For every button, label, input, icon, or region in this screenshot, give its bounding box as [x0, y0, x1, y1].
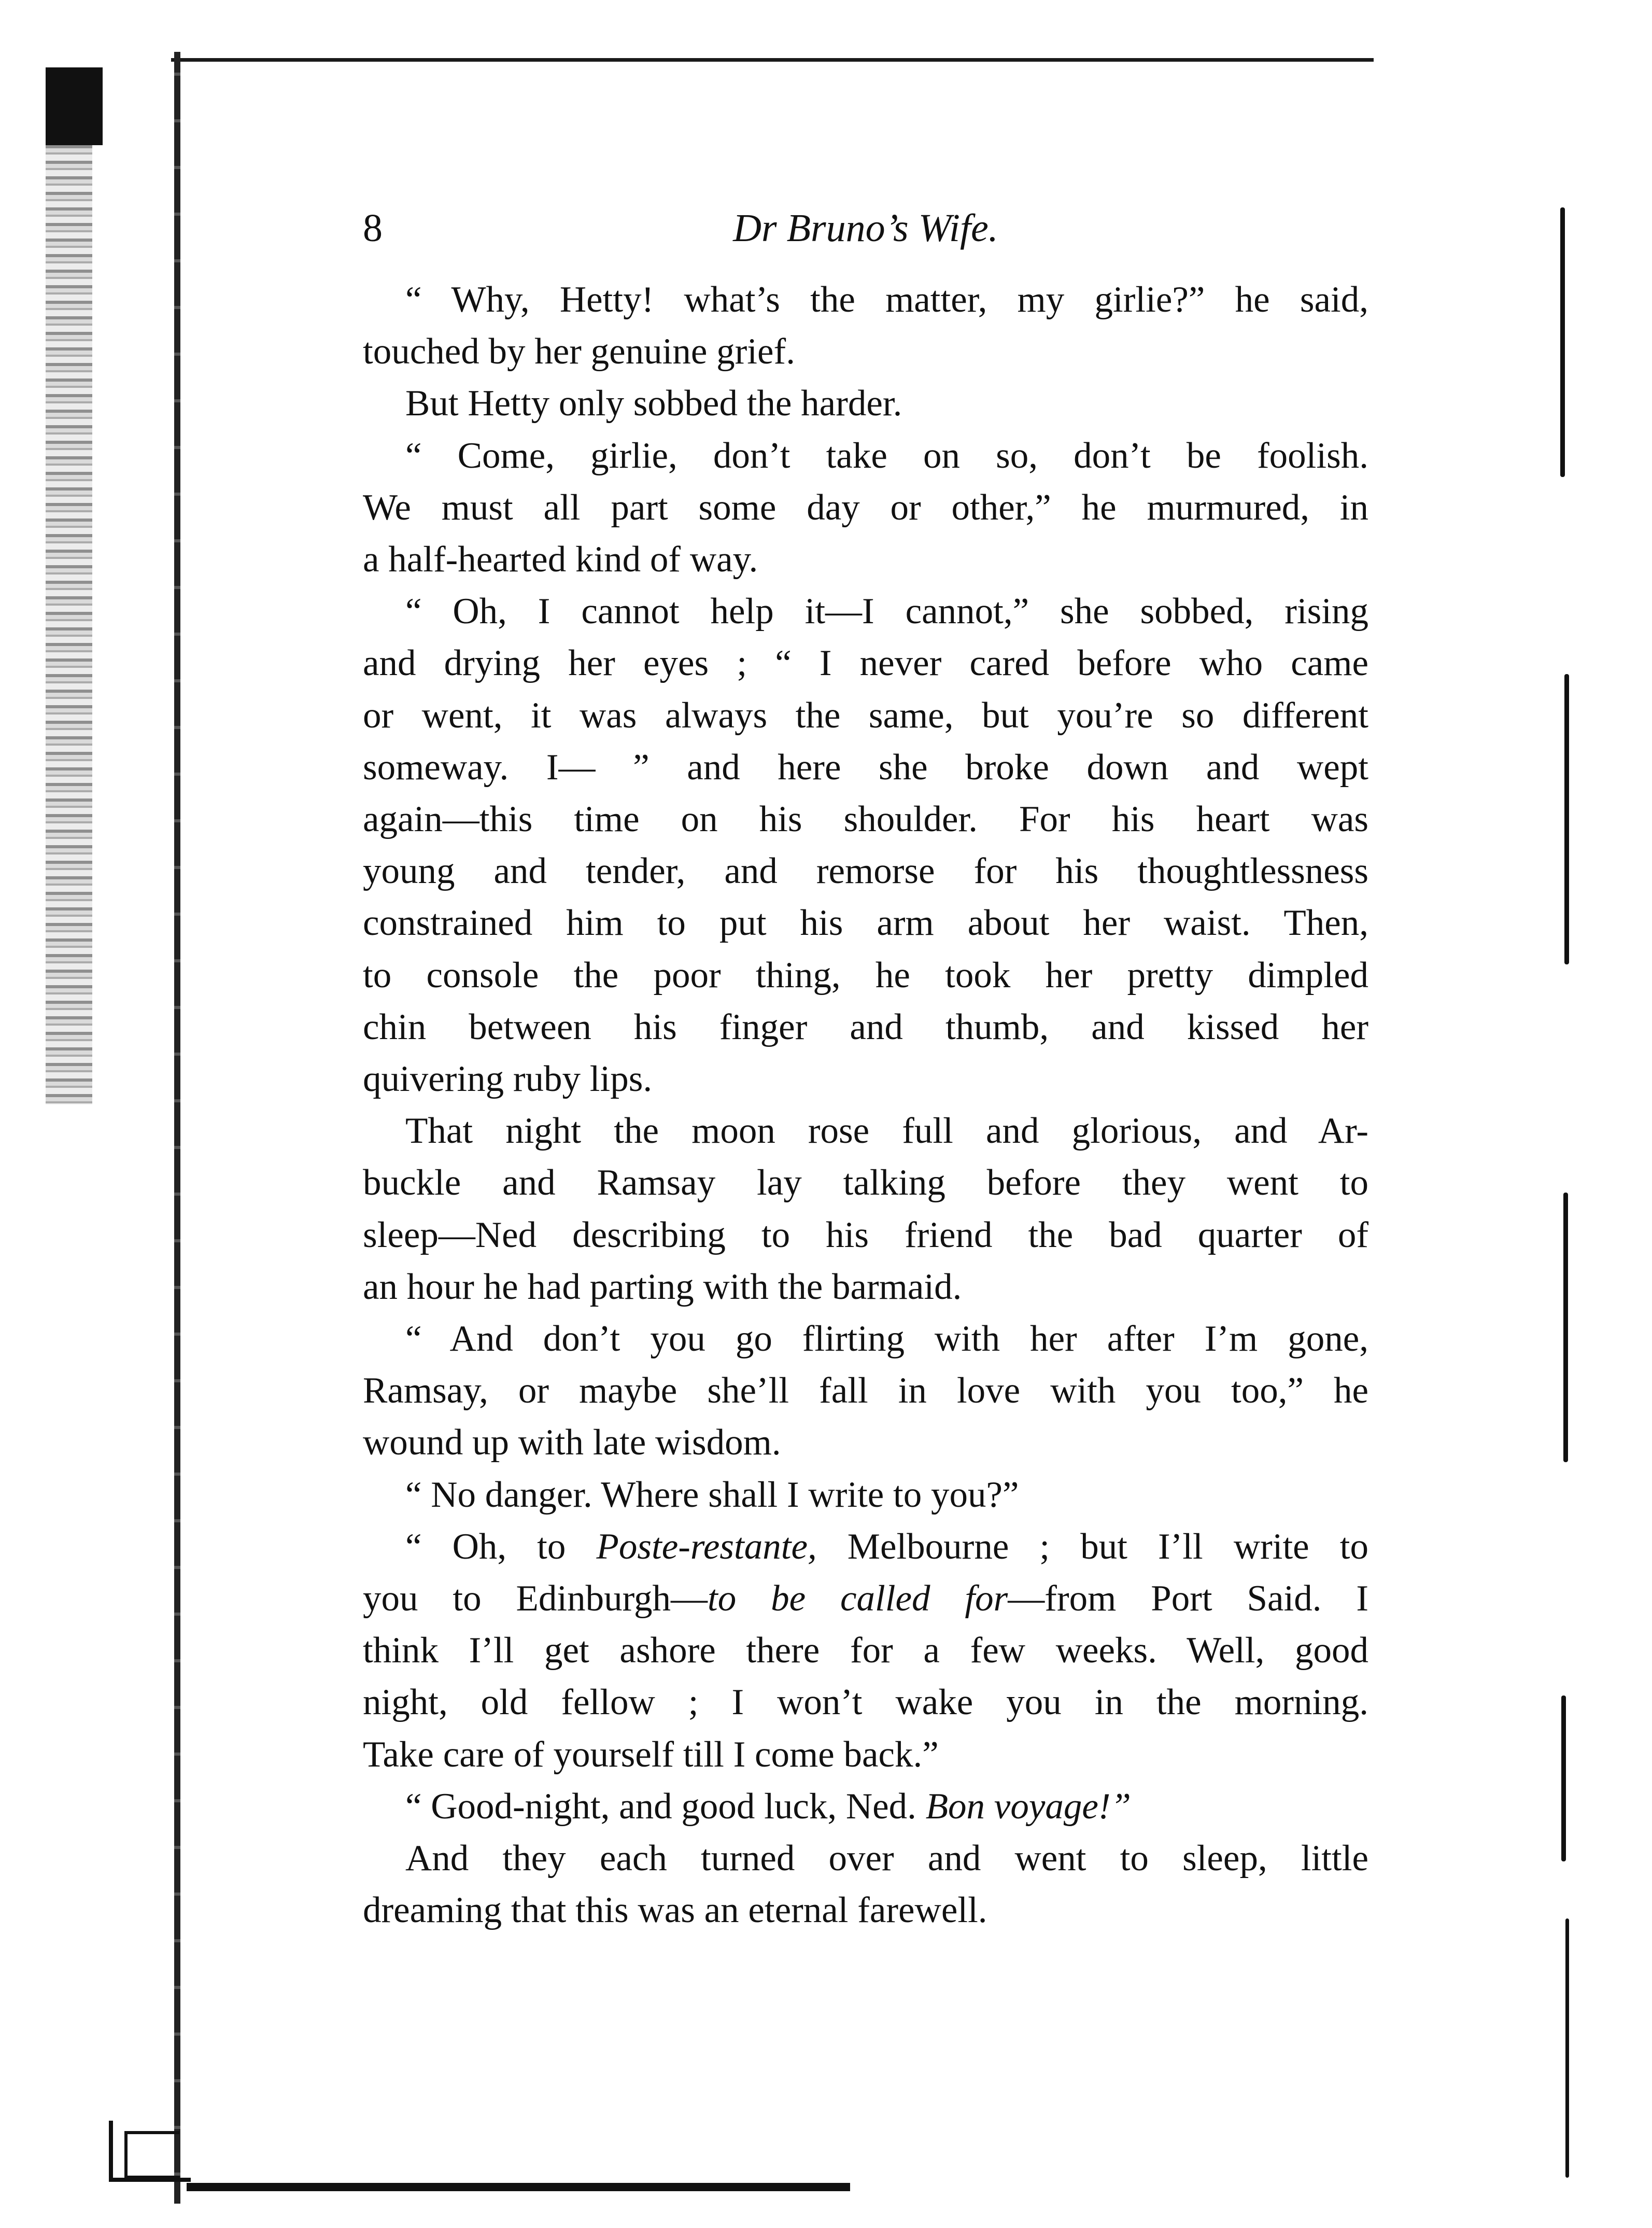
paragraph — [363, 1105, 1368, 1313]
right-edge-mark — [1563, 1193, 1568, 1462]
page-number: 8 — [363, 206, 383, 250]
italic-run: to be called for — [708, 1578, 1008, 1619]
right-edge-mark — [1564, 674, 1569, 964]
running-head — [363, 200, 1368, 262]
text-line — [363, 1573, 1368, 1624]
paragraph — [363, 1521, 1368, 1781]
text-line: “ And don’t you go flirting with her after I’m gone, — [405, 1319, 1368, 1360]
text-line: buckle and Ramsay lay talking before they went to — [363, 1162, 1368, 1203]
right-edge-mark — [1561, 1695, 1566, 1861]
text-line: think I’ll get ashore there for a few weeks. Well, good — [363, 1630, 1368, 1671]
text-line: And they each turned over and went to sleep, little — [405, 1838, 1368, 1879]
text-line: Ramsay, or maybe she’ll fall in love with you too,” he — [363, 1370, 1368, 1411]
paragraph — [363, 377, 1368, 429]
text-line: an hour he had parting with the barmaid. — [363, 1266, 962, 1307]
text-line — [363, 1781, 1368, 1832]
text-run: —from Port Said. I — [1008, 1578, 1368, 1619]
paragraph — [363, 1781, 1368, 1832]
text-line: quivering ruby lips. — [363, 1059, 653, 1100]
bottom-frame-rule — [187, 2183, 850, 2191]
text-line: wound up with late wisdom. — [363, 1422, 781, 1463]
text-line: touched by her genuine grief. — [363, 331, 795, 372]
text-line: chin between his finger and thumb, and kissed her — [363, 1006, 1368, 1047]
text-line: “ Oh, I cannot help it—I cannot,” she sobbed, rising — [405, 591, 1368, 632]
text-line: someway. I— ” and here she broke down and wept — [363, 747, 1368, 788]
corner-bracket-inner — [124, 2131, 179, 2179]
text-line: to console the poor thing, he took her pretty dimpled — [363, 955, 1368, 996]
text-line: But Hetty only sobbed the harder. — [405, 383, 902, 424]
text-line: night, old fellow ; I won’t wake you in the morning. — [363, 1682, 1368, 1723]
text-line: dreaming that this was an eternal farewell. — [363, 1890, 987, 1931]
text-line: sleep—Ned describing to his friend the bad quarter of — [363, 1214, 1368, 1255]
right-edge-mark — [1560, 207, 1565, 477]
paragraph — [363, 1313, 1368, 1469]
text-run: “ Oh, to — [405, 1526, 597, 1567]
body-text — [363, 274, 1368, 1937]
binding-shadow — [46, 67, 103, 145]
italic-run: Bon voyage!” — [925, 1786, 1131, 1827]
text-line: and drying her eyes ; “ I never cared before who came — [363, 643, 1368, 684]
right-edge-mark — [1565, 1918, 1569, 2178]
text-line: “ Why, Hetty! what’s the matter, my girlie?” he said, — [405, 279, 1368, 320]
text-run: “ Good-night, and good luck, Ned. — [405, 1786, 926, 1827]
binding-edge — [46, 67, 92, 1104]
text-line: a half-hearted kind of way. — [363, 539, 758, 580]
text-line: young and tender, and remorse for his thoughtlessness — [363, 851, 1368, 892]
text-line: We must all part some day or other,” he murmured, in — [363, 487, 1368, 528]
text-line: constrained him to put his arm about her waist. Then, — [363, 903, 1368, 944]
text-line: or went, it was always the same, but you’re so different — [363, 695, 1368, 736]
paragraph — [363, 274, 1368, 377]
running-title: Dr Bruno’s Wife. — [733, 206, 998, 250]
italic-run: Poste-restante, — [596, 1526, 817, 1567]
top-frame-rule — [171, 58, 1374, 62]
text-line: “ Come, girlie, don’t take on so, don’t be foolish. — [405, 435, 1368, 476]
text-line — [363, 1521, 1368, 1573]
text-line: That night the moon rose full and glorious, and Ar- — [405, 1111, 1368, 1152]
text-line: “ No danger. Where shall I write to you?” — [405, 1474, 1019, 1515]
paragraph — [363, 1832, 1368, 1936]
left-frame-rule — [174, 52, 180, 2204]
paragraph — [363, 585, 1368, 1105]
text-line: again—this time on his shoulder. For his heart was — [363, 799, 1368, 840]
text-line: Take care of yourself till I come back.” — [363, 1734, 939, 1775]
text-run: Melbourne ; but I’ll write to — [816, 1526, 1368, 1567]
paragraph — [363, 430, 1368, 586]
paragraph — [363, 1469, 1368, 1521]
text-run: you to Edinburgh— — [363, 1578, 708, 1619]
